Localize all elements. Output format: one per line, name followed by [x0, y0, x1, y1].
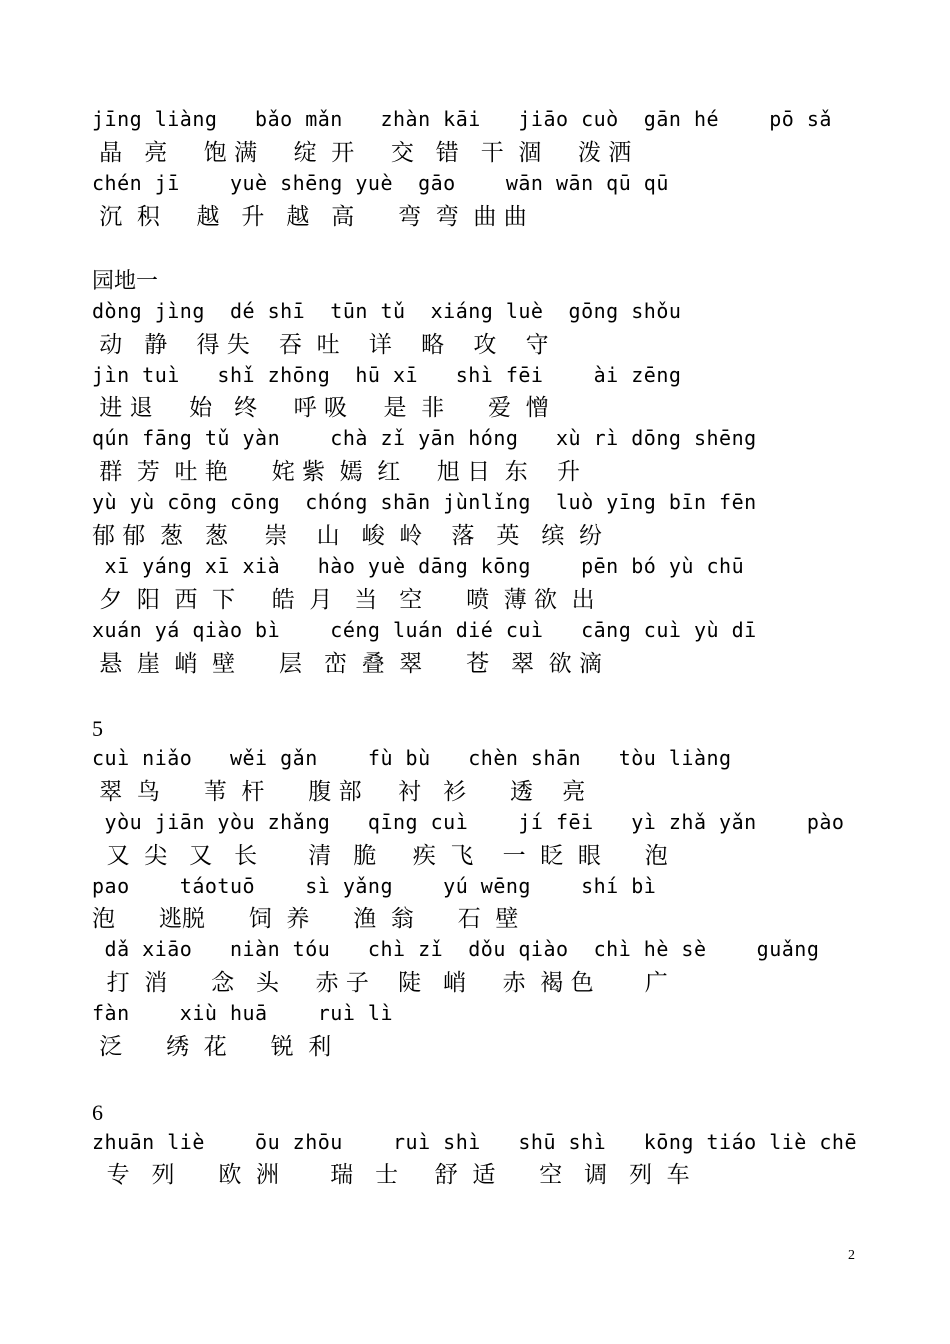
hanzi-line: 动 静 得 失 吞 吐 详 略 攻 守 [92, 332, 549, 358]
hanzi-line: 泡 逃脱 饲 养 渔 翁 石 壁 [92, 906, 519, 932]
pinyin-line: chén jī yuè shēng yuè gāo wān wān qū qū [92, 171, 669, 195]
hanzi-line: 晶 亮 饱 满 绽 开 交 错 干 涸 泼 洒 [92, 140, 632, 166]
section-heading: 6 [92, 1100, 103, 1125]
pinyin-line: xuán yá qiào bì céng luán dié cuì cāng cuì yù dī [92, 618, 757, 642]
hanzi-line: 悬 崖 峭 壁 层 峦 叠 翠 苍 翠 欲 滴 [92, 651, 602, 677]
hanzi-line: 打 消 念 头 赤 子 陡 峭 赤 褐 色 广 [92, 970, 668, 996]
hanzi-line: 翠 鸟 苇 杆 腹 部 衬 衫 透 亮 [92, 779, 586, 805]
section-heading: 5 [92, 716, 103, 741]
pinyin-line: yòu jiān yòu zhǎng qīng cuì jí fēi yì zhǎ yǎn pào [92, 810, 845, 834]
hanzi-line: 专 列 欧 洲 瑞 士 舒 适 空 调 列 车 [92, 1162, 690, 1188]
pinyin-line: pao táotuō sì yǎng yú wēng shí bì [92, 874, 657, 898]
pinyin-line: cuì niǎo wěi gǎn fù bù chèn shān tòu liàng [92, 746, 732, 770]
pinyin-line: yù yù cōng cōng chóng shān jùnlǐng luò yīng bīn fēn [92, 490, 757, 514]
pinyin-line: zhuān liè ōu zhōu ruì shì shū shì kōng tiáo liè chē [92, 1130, 858, 1154]
hanzi-line: 群 芳 吐 艳 姹 紫 嫣 红 旭 日 东 升 [92, 459, 581, 485]
pinyin-line: qún fāng tǔ yàn chà zǐ yān hóng xù rì dōng shēng [92, 426, 757, 450]
hanzi-line: 进 退 始 终 呼 吸 是 非 爱 憎 [92, 395, 549, 421]
pinyin-line: jìn tuì shǐ zhōng hū xī shì fēi ài zēng [92, 363, 682, 387]
hanzi-line: 郁 郁 葱 葱 崇 山 峻 岭 落 英 缤 纷 [92, 523, 602, 549]
page-number: 2 [848, 1248, 855, 1263]
hanzi-line: 夕 阳 西 下 皓 月 当 空 喷 薄 欲 出 [92, 587, 595, 613]
pinyin-line: dǎ xiāo niàn tóu chì zǐ dǒu qiào chì hè sè guǎng [92, 937, 820, 961]
pinyin-line: fàn xiù huā ruì lì [92, 1001, 393, 1025]
pinyin-line: xī yáng xī xià hào yuè dāng kōng pēn bó yù chū [92, 554, 745, 578]
hanzi-line: 泛 绣 花 锐 利 [92, 1034, 332, 1060]
hanzi-line: 沉 积 越 升 越 高 弯 弯 曲 曲 [92, 204, 527, 230]
pinyin-line: dòng jìng dé shī tūn tǔ xiáng luè gōng shǒu [92, 299, 682, 323]
section-heading: 园地一 [92, 268, 159, 293]
hanzi-line: 又 尖 又 长 清 脆 疾 飞 一 眨 眼 泡 [92, 843, 668, 869]
pinyin-line: jīng liàng bǎo mǎn zhàn kāi jiāo cuò gān hé pō sǎ [92, 107, 832, 131]
